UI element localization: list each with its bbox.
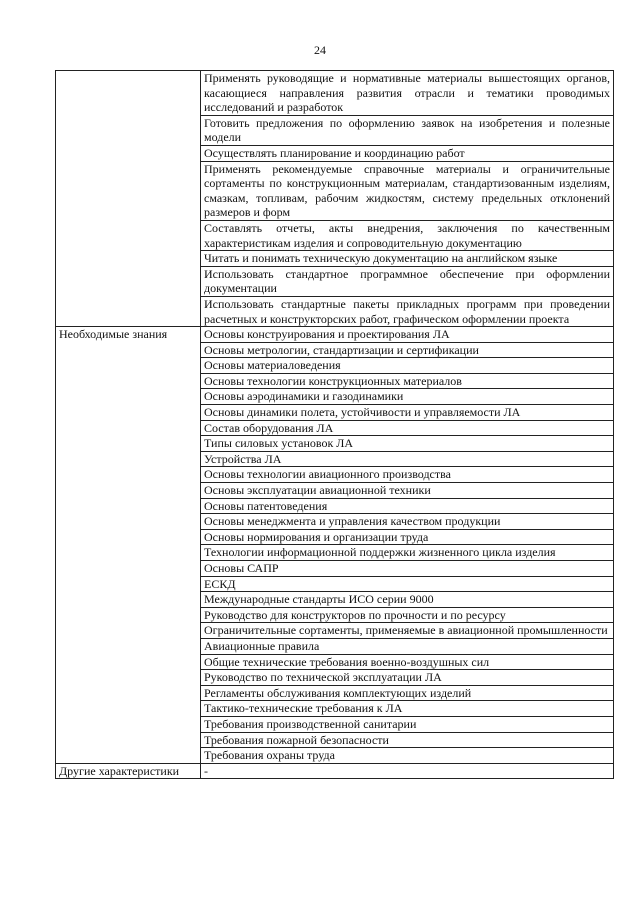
requirement-item: Состав оборудования ЛА [201,420,614,436]
requirement-item: Регламенты обслуживания комплектующих изделий [201,685,614,701]
table-row [56,763,614,779]
requirement-item: Основы конструирования и проектирования ЛА [201,327,614,343]
requirement-item: Руководство по технической эксплуатации ЛА [201,670,614,686]
requirement-item: - [201,763,614,779]
section-label: Другие характеристики [56,763,201,779]
requirement-item: Составлять отчеты, акты внедрения, заключения по качественным характеристикам изделия и сопроводительную документацию [201,220,614,250]
requirement-item: Использовать стандартное программное обеспечение при оформлении документации [201,266,614,296]
requirement-item: Осуществлять планирование и координацию работ [201,145,614,161]
requirement-item: Руководство для конструкторов по прочности и по ресурсу [201,607,614,623]
requirement-item: Технологии информационной поддержки жизненного цикла изделия [201,545,614,561]
table-row [56,71,614,116]
page-number: 24 [314,43,326,57]
requirements-table [55,70,614,779]
requirement-item: Устройства ЛА [201,451,614,467]
requirement-item: Требования пожарной безопасности [201,732,614,748]
table-row [56,327,614,343]
requirement-item: Основы материаловедения [201,358,614,374]
requirement-item: Основы метрологии, стандартизации и сертификации [201,342,614,358]
requirement-item: Основы динамики полета, устойчивости и управляемости ЛА [201,405,614,421]
requirement-item: Использовать стандартные пакеты прикладных программ при проведении расчетных и конструкторских работ, графическом оформлении проекта [201,296,614,326]
requirement-item: Основы аэродинамики и газодинамики [201,389,614,405]
requirement-item: Требования производственной санитарии [201,716,614,732]
section-label [56,71,201,327]
requirement-item: Международные стандарты ИСО серии 9000 [201,592,614,608]
requirement-item: Основы технологии конструкционных материалов [201,373,614,389]
requirement-item: Основы менеджмента и управления качеством продукции [201,514,614,530]
requirement-item: Основы патентоведения [201,498,614,514]
requirement-item: Тактико-технические требования к ЛА [201,701,614,717]
requirement-item: Основы технологии авиационного производства [201,467,614,483]
requirement-item: Применять рекомендуемые справочные материалы и ограничительные сортаменты по конструкционным материалам, стандартизованным изделиям, смазкам, топливам, рабочим жидкостям, систему предельных отклонений размеров и форм [201,161,614,220]
requirement-item: Готовить предложения по оформлению заявок на изобретения и полезные модели [201,115,614,145]
requirement-item: Типы силовых установок ЛА [201,436,614,452]
requirement-item: Ограничительные сортаменты, применяемые в авиационной промышленности [201,623,614,639]
requirement-item: Основы САПР [201,561,614,577]
requirement-item: Общие технические требования военно-воздушных сил [201,654,614,670]
requirements-table-body [56,71,614,779]
requirement-item: Читать и понимать техническую документацию на английском языке [201,251,614,267]
requirement-item: Требования охраны труда [201,748,614,764]
requirement-item: Основы эксплуатации авиационной техники [201,483,614,499]
requirement-item: Основы нормирования и организации труда [201,529,614,545]
requirement-item: ЕСКД [201,576,614,592]
requirement-item: Авиационные правила [201,638,614,654]
requirement-item: Применять руководящие и нормативные материалы вышестоящих органов, касающиеся направления развития отрасли и тематики проводимых исследований и разработок [201,71,614,116]
section-label: Необходимые знания [56,327,201,764]
